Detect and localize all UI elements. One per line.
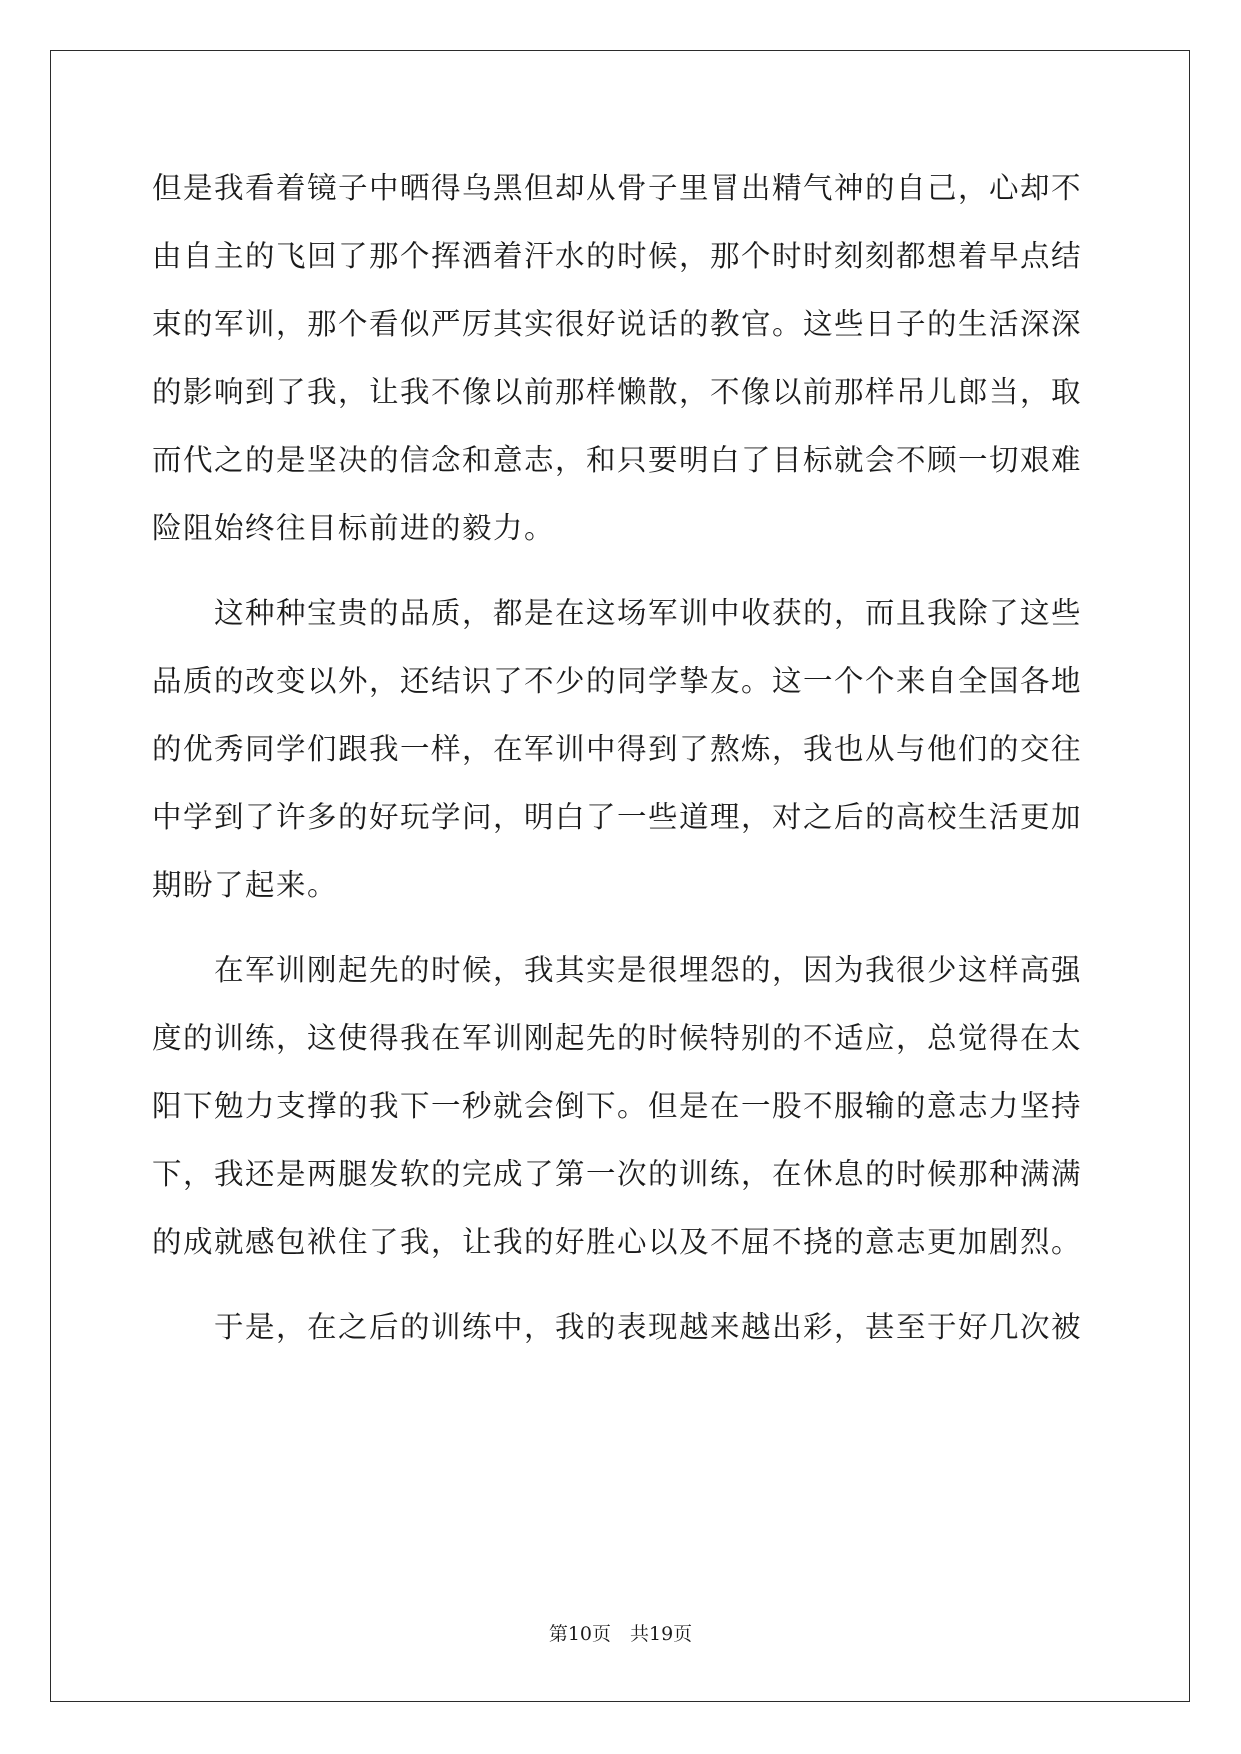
- paragraph-first-line: 这种种宝贵的品质，都是在这场军训中收获的，而且我除了这些: [214, 596, 1083, 630]
- paragraph-first-line: 在军训刚起先的时候，我其实是很埋怨的，因为我很少这样高强: [214, 953, 1083, 987]
- text-line: 期盼了起来。: [152, 868, 339, 902]
- text-line: 束的军训，那个看似严厉其实很好说话的教官。这些日子的生活深深: [152, 307, 1083, 341]
- text-line: 品质的改变以外，还结识了不少的同学挚友。这一个个来自全国各地: [152, 664, 1083, 698]
- text-line: 但是我看着镜子中晒得乌黑但却从骨子里冒出精气神的自己，心却不: [152, 171, 1083, 205]
- text-line: 的优秀同学们跟我一样，在军训中得到了熬炼，我也从与他们的交往: [152, 732, 1083, 766]
- paragraph-first-line: 于是，在之后的训练中，我的表现越来越出彩，甚至于好几次被: [214, 1310, 1083, 1344]
- text-line: 险阻始终往目标前进的毅力。: [152, 511, 556, 545]
- text-line: 的成就感包袱住了我，让我的好胜心以及不屈不挠的意志更加剧烈。: [152, 1225, 1083, 1259]
- text-line: 下，我还是两腿发软的完成了第一次的训练，在休息的时候那种满满: [152, 1157, 1083, 1191]
- page-number: 第10页 共19页: [548, 1623, 693, 1645]
- text-line: 中学到了许多的好玩学问，明白了一些道理，对之后的高校生活更加: [152, 800, 1083, 834]
- text-line: 由自主的飞回了那个挥洒着汗水的时候，那个时时刻刻都想着早点结: [152, 239, 1083, 273]
- text-line: 而代之的是坚决的信念和意志，和只要明白了目标就会不顾一切艰难: [152, 443, 1083, 477]
- text-line: 度的训练，这使得我在军训刚起先的时候特别的不适应，总觉得在太: [152, 1021, 1083, 1055]
- text-line: 阳下勉力支撑的我下一秒就会倒下。但是在一股不服输的意志力坚持: [152, 1089, 1083, 1123]
- text-line: 的影响到了我，让我不像以前那样懒散，不像以前那样吊儿郎当，取: [152, 375, 1083, 409]
